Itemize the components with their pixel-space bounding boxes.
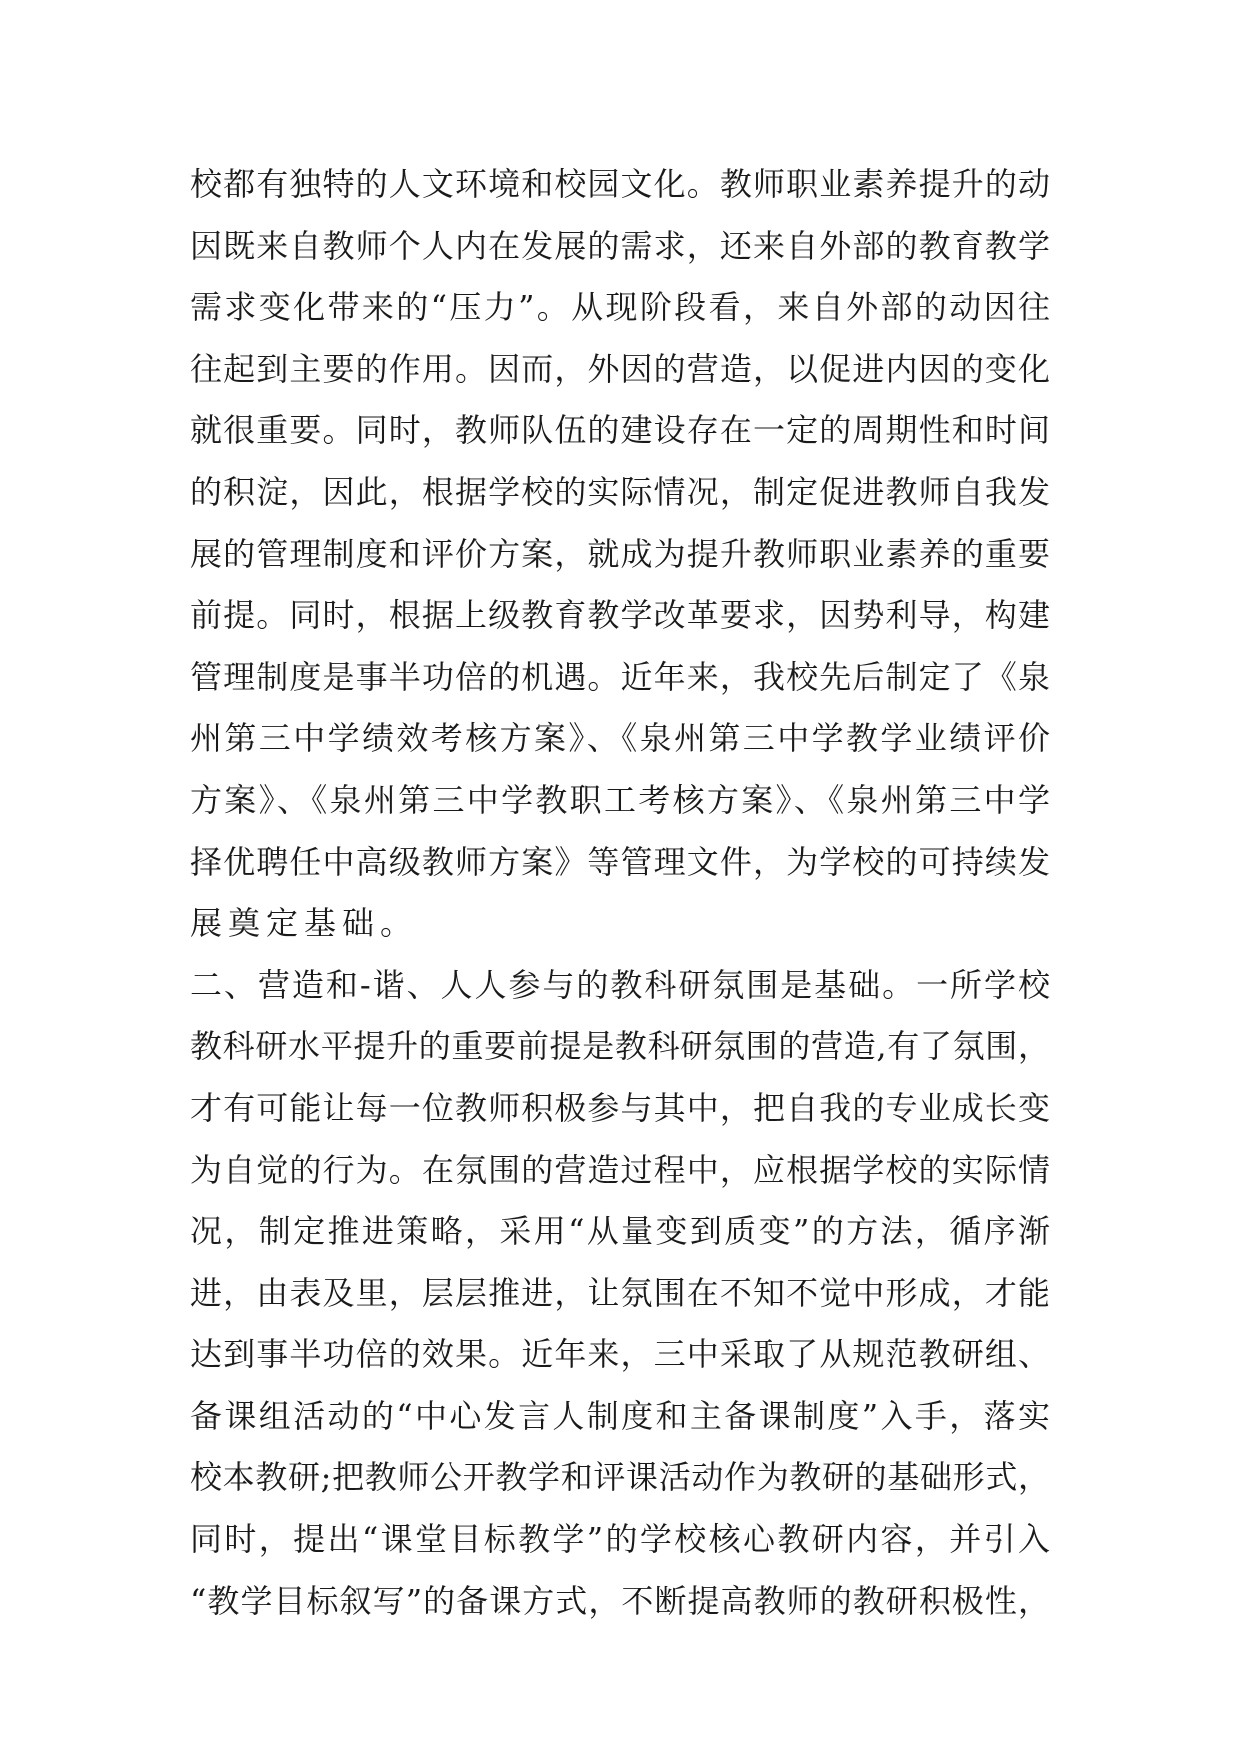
- text-line: 况，制定推进策略，采用“从量变到质变”的方法，循序渐: [190, 1212, 1050, 1251]
- text-line: 因既来自教师个人内在发展的需求，还来自外部的教育教学: [190, 226, 1050, 265]
- text-line: 的积淀，因此，根据学校的实际情况，制定促进教师自我发: [190, 472, 1050, 511]
- text-line: 校都有独特的人文环境和校园文化。教师职业素养提升的动: [190, 165, 1050, 203]
- text-line: 就很重要。同时，教师队伍的建设存在一定的周期性和时间: [190, 411, 1050, 450]
- section-heading-line: 二、营造和-谐、人人参与的教科研氛围是基础。一所学校: [190, 965, 1050, 1004]
- text-line: 备课组活动的“中心发言人制度和主备课制度”入手，落实: [190, 1396, 1050, 1435]
- text-line: 方案》、《泉州第三中学教职工考核方案》、《泉州第三中学: [190, 780, 1050, 819]
- text-line: 需求变化带来的“压力”。从现阶段看，来自外部的动因往: [190, 288, 1050, 327]
- text-line: 达到事半功倍的效果。近年来，三中采取了从规范教研组、: [190, 1335, 1050, 1374]
- text-line: 进，由表及里，层层推进，让氛围在不知不觉中形成，才能: [190, 1273, 1050, 1312]
- text-line: 择优聘任中高级教师方案》等管理文件，为学校的可持续发: [190, 842, 1050, 881]
- text-line: 州第三中学绩效考核方案》、《泉州第三中学教学业绩评价: [190, 719, 1050, 758]
- text-line: 前提。同时，根据上级教育教学改革要求，因势利导，构建: [190, 596, 1050, 635]
- text-line: 教科研水平提升的重要前提是教科研氛围的营造,有了氛围，: [190, 1027, 1050, 1066]
- paragraph-last-line: 展奠定基础。: [190, 904, 419, 943]
- text-line: 校本教研;把教师公开教学和评课活动作为教研的基础形式，: [190, 1458, 1050, 1497]
- text-line: “教学目标叙写”的备课方式，不断提高教师的教研积极性，: [190, 1581, 1050, 1620]
- text-line: 展的管理制度和评价方案，就成为提升教师职业素养的重要: [190, 534, 1050, 573]
- text-line: 同时，提出“课堂目标教学”的学校核心教研内容，并引入: [190, 1520, 1050, 1559]
- body-text: [190, 154, 1050, 1632]
- text-line: 为自觉的行为。在氛围的营造过程中，应根据学校的实际情: [190, 1150, 1050, 1189]
- text-line: 往起到主要的作用。因而，外因的营造，以促进内因的变化: [190, 349, 1050, 388]
- text-line: 管理制度是事半功倍的机遇。近年来，我校先后制定了《泉: [190, 657, 1050, 696]
- text-line: 才有可能让每一位教师积极参与其中，把自我的专业成长变: [190, 1088, 1050, 1127]
